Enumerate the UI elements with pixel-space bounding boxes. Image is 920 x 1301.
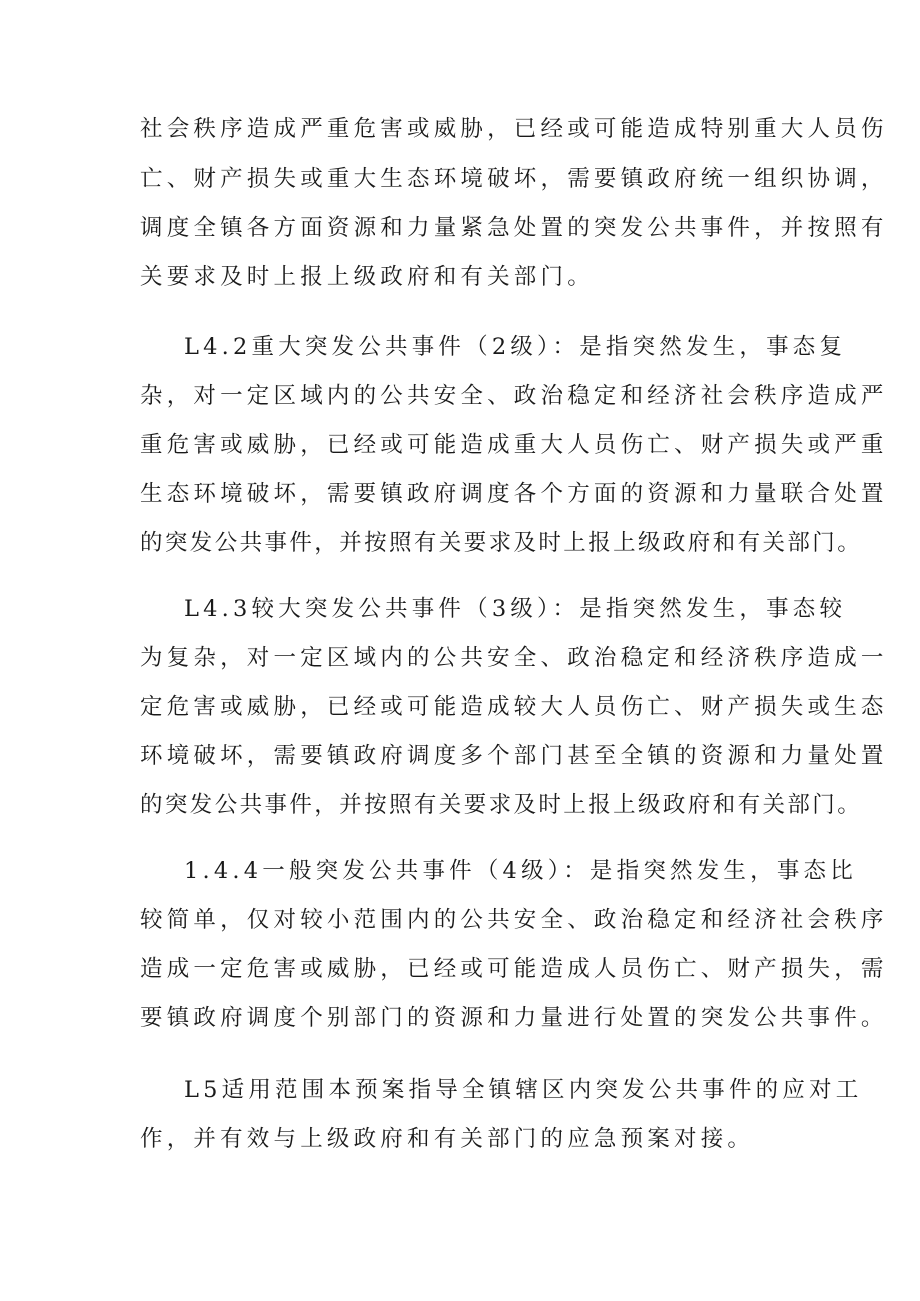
paragraph-3-line-2: 为复杂，对一定区域内的公共安全、政治稳定和经济秩序造成一 [140, 645, 888, 671]
paragraph-1-line-1: 社会秩序造成严重危害或威胁，已经或可能造成特别重大人员伤 [140, 116, 888, 142]
paragraph-3-line-4: 环境破坏，需要镇政府调度多个部门甚至全镇的资源和力量处置 [140, 743, 888, 769]
paragraph-3-line-1: L4.3较大突发公共事件（3级）：是指突然发生，事态较 [184, 596, 847, 622]
paragraph-1-line-3: 调度全镇各方面资源和力量紧急处置的突发公共事件，并按照有 [140, 215, 888, 241]
paragraph-2-line-1: L4.2重大突发公共事件（2级）：是指突然发生，事态复 [184, 334, 847, 360]
paragraph-2-line-3: 重危害或威胁，已经或可能造成重大人员伤亡、财产损失或严重 [140, 432, 888, 458]
paragraph-2-line-5: 的突发公共事件，并按照有关要求及时上报上级政府和有关部门。 [140, 530, 863, 556]
paragraph-5-line-2: 作，并有效与上级政府和有关部门的应急预案对接。 [140, 1126, 755, 1152]
paragraph-4-line-3: 造成一定危害或威胁，已经或可能造成人员伤亡、财产损失，需 [140, 956, 888, 982]
paragraph-2-line-2: 杂，对一定区域内的公共安全、政治稳定和经济社会秩序造成严 [140, 383, 888, 409]
paragraph-2-line-4: 生态环境破坏，需要镇政府调度各个方面的资源和力量联合处置 [140, 481, 888, 507]
paragraph-3-line-3: 定危害或威胁，已经或可能造成较大人员伤亡、财产损失或生态 [140, 694, 888, 720]
paragraph-4-line-2: 较简单，仅对较小范围内的公共安全、政治稳定和经济社会秩序 [140, 907, 888, 933]
paragraph-3-line-5: 的突发公共事件，并按照有关要求及时上报上级政府和有关部门。 [140, 792, 863, 818]
paragraph-4-line-1: 1.4.4一般突发公共事件（4级）：是指突然发生，事态比 [184, 858, 857, 884]
paragraph-1-line-4: 关要求及时上报上级政府和有关部门。 [140, 264, 594, 290]
paragraph-5-line-1: L5适用范围本预案指导全镇辖区内突发公共事件的应对工 [184, 1077, 863, 1103]
paragraph-1-line-2: 亡、财产损失或重大生态环境破坏，需要镇政府统一组织协调， [140, 166, 888, 192]
paragraph-4-line-4: 要镇政府调度个别部门的资源和力量进行处置的突发公共事件。 [140, 1005, 888, 1031]
